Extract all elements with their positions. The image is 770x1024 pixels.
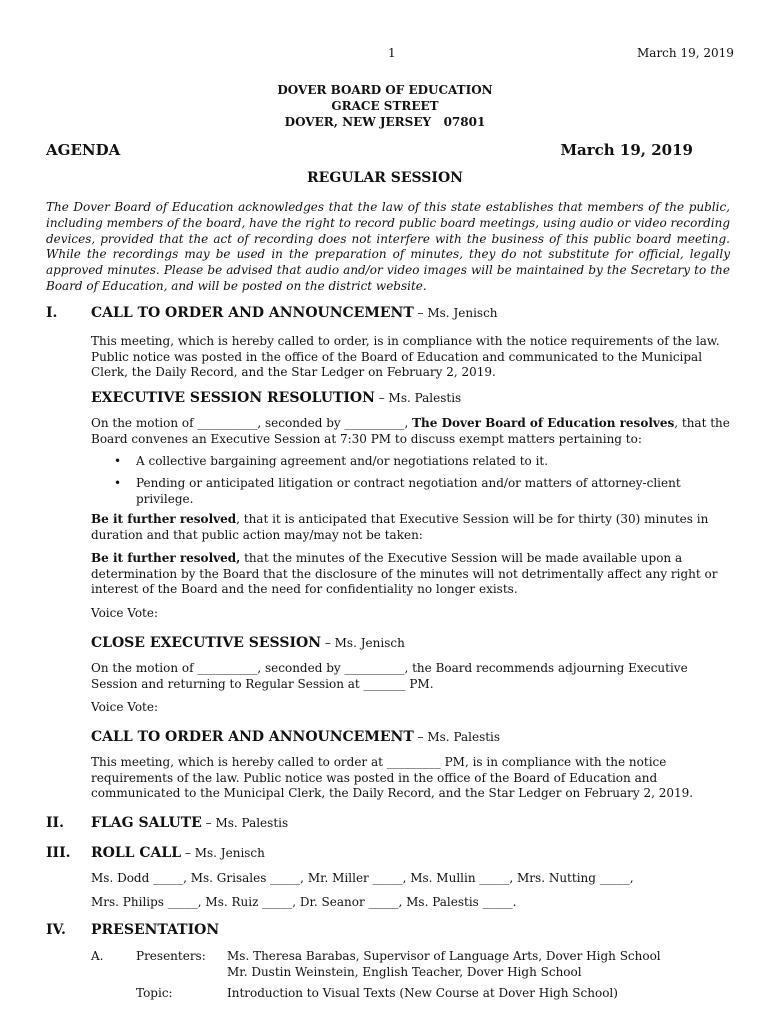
bullet-item: A collective bargaining agreement and/or negotiations related to it.: [136, 454, 549, 468]
presentation-heading: PRESENTATION: [91, 922, 220, 938]
recording-notice: The Dover Board of Education acknowledges that the law of this state establishes that members of the public, including members of the board, have the right to record public board meetings, using audio or video recording devices, provided that the act of recording does not interfere with the business of this public board meeting. While the recordings may be used in the preparation of minutes, they do not substitute for official, legally approved minutes. Please be advised that audio and/or video images will be maintained by the Secretary to the Board of Education, and will be posted on the district website.: [46, 200, 730, 293]
heading-title: FLAG SALUTE: [91, 815, 202, 831]
letterhead-street: GRACE STREET: [331, 99, 439, 113]
section-number-1: I.: [46, 305, 58, 321]
session-title: REGULAR SESSION: [307, 170, 463, 186]
agenda-label: AGENDA: [46, 141, 121, 159]
heading-presenter: – Ms. Jenisch: [321, 636, 405, 650]
topic-label: Topic:: [136, 986, 173, 1000]
close-executive-text: On the motion of __________, seconded by __________, the Board recommends adjourning Executive Session and returning to Regular Session at _______ PM.: [91, 661, 688, 691]
bullet-icon: •: [114, 476, 122, 490]
heading-title: CLOSE EXECUTIVE SESSION: [91, 635, 322, 651]
heading-presenter: – Ms. Jenisch: [181, 846, 265, 860]
page-number: 1: [388, 46, 396, 60]
call-to-order-text: This meeting, which is hereby called to order, is in compliance with the notice requirements of the law. Public notice was posted in the office of the Board of Education and communicated to the Municipal Clerk, the Daily Record, and the Star Ledger on February 2, 2019.: [91, 334, 720, 380]
topic-text: Introduction to Visual Texts (New Course at Dover High School): [227, 986, 618, 1000]
heading-title: EXECUTIVE SESSION RESOLUTION: [91, 390, 375, 406]
section-number-3: III.: [46, 845, 71, 861]
voice-vote-label: Voice Vote:: [91, 606, 159, 620]
roll-call-heading: [91, 845, 265, 861]
heading-title: CALL TO ORDER AND ANNOUNCEMENT: [91, 305, 414, 321]
section-heading-call-to-order: [91, 305, 498, 321]
further-resolved-text: , that it is anticipated that Executive Session will be for thirty (30) minutes in duration and that public action may/may not be taken:: [91, 512, 709, 542]
further-resolved-label: Be it further resolved: [91, 512, 237, 526]
presenters-label: Presenters:: [136, 949, 206, 963]
presenter-1: Ms. Theresa Barabas, Supervisor of Language Arts, Dover High School: [227, 949, 661, 963]
heading-title: ROLL CALL: [91, 845, 182, 861]
agenda-date: March 19, 2019: [560, 141, 693, 159]
section-number-2: II.: [46, 815, 64, 831]
heading-presenter: – Ms. Palestis: [413, 730, 501, 744]
close-executive-heading: [91, 635, 405, 651]
further-resolved-label: Be it further resolved,: [91, 551, 241, 565]
roll-call-line-1: Ms. Dodd _____, Ms. Grisales _____, Mr. Miller _____, Ms. Mullin _____, Mrs. Nutting _____,: [91, 871, 634, 885]
flag-salute-heading: [91, 815, 288, 831]
further-resolved-text: that the minutes of the Executive Session will be made available upon a determination by the Board that the disclosure of the minutes will not detrimentally affect any right or interest of the Board and the need for confidentiality no longer exists.: [91, 551, 718, 597]
letterhead-city: DOVER, NEW JERSEY 07801: [284, 115, 486, 129]
heading-presenter: – Ms. Palestis: [201, 816, 289, 830]
call-to-order-text-2: This meeting, which is hereby called to order at _________ PM, is in compliance with the notice requirements of the law. Public notice was posted in the office of the Board of Education and communicated to the Municipal Clerk, the Daily Record, and the Star Ledger on February 2, 2019.: [91, 755, 694, 801]
motion-text-end: , that the Board convenes an Executive Session at 7:30 PM to discuss exempt matters pertaining to:: [91, 416, 730, 446]
bullet-item: Pending or anticipated litigation or contract negotiation and/or matters of attorney-client privilege.: [136, 476, 681, 506]
bullet-icon: •: [114, 454, 122, 468]
further-resolved-duration: [91, 512, 731, 543]
roll-call-line-2: Mrs. Philips _____, Ms. Ruiz _____, Dr. Seanor _____, Ms. Palestis _____.: [91, 895, 517, 909]
presentation-item-letter: A.: [91, 949, 104, 963]
executive-session-heading: [91, 390, 461, 406]
header-date: March 19, 2019: [637, 46, 734, 60]
voice-vote-label: Voice Vote:: [91, 700, 159, 714]
letterhead: [0, 82, 770, 130]
call-to-order-heading-2: [91, 729, 500, 745]
motion-resolves: The Dover Board of Education resolves: [412, 416, 675, 430]
further-resolved-minutes: [91, 551, 731, 598]
executive-motion-text: [91, 416, 731, 447]
letterhead-org: DOVER BOARD OF EDUCATION: [277, 83, 493, 97]
heading-presenter: – Ms. Jenisch: [413, 306, 498, 320]
heading-presenter: – Ms. Palestis: [374, 391, 462, 405]
motion-text: On the motion of __________, seconded by __________,: [91, 416, 413, 430]
section-number-4: IV.: [46, 922, 66, 938]
presenter-2: Mr. Dustin Weinstein, English Teacher, Dover High School: [227, 965, 582, 979]
heading-title: CALL TO ORDER AND ANNOUNCEMENT: [91, 729, 414, 745]
